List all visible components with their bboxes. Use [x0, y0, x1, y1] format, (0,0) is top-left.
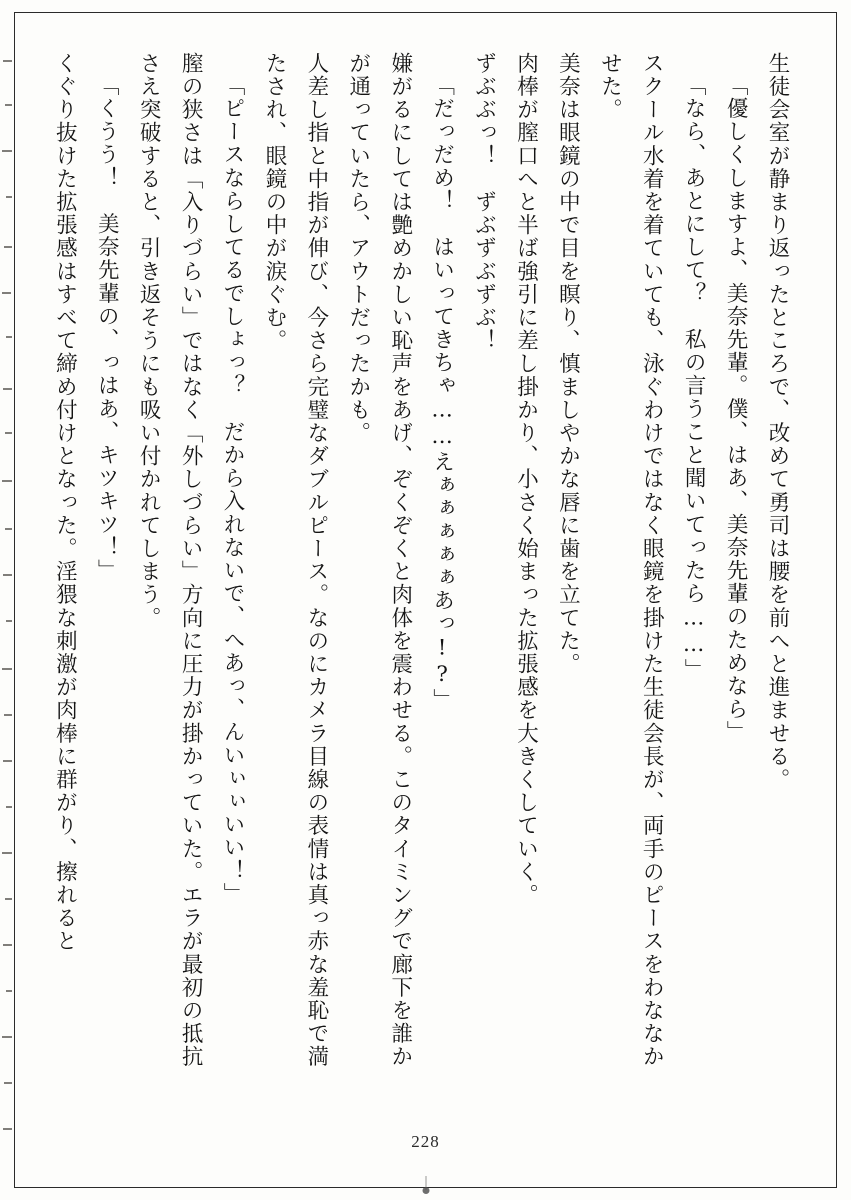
- paragraph: ずぶぶっ！ ずぶずぶずぶ！: [471, 52, 497, 353]
- page-text-body: [36, 52, 798, 1082]
- paragraph: 「ピースならしてるでしょっ？ だから入れないで、へあっ、んいぃぃいい！」: [220, 73, 246, 906]
- paragraph: スクール水着を着ていても、泳ぐわけではなく眼鏡を掛けた生徒会長が、両手のピースをわななかせた。: [597, 52, 665, 1069]
- paragraph: 「だっだめ！ はいってきちゃ……えぁぁぁぁぁあっ!?」: [429, 73, 455, 712]
- paragraph: 「くうう！ 美奈先輩の、っはあ、キツキツ！」: [94, 73, 120, 582]
- paragraph: 肉棒が膣口へと半ば強引に差し掛かり、小さく始まった拡張感を大きくしていく。: [513, 52, 539, 907]
- paragraph: 「優しくしますよ、美奈先輩。僕、はあ、美奈先輩のためなら」: [723, 73, 749, 744]
- paragraph: 美奈は眼鏡の中で目を瞑り、慎ましやかな唇に歯を立てた。: [555, 52, 581, 676]
- paragraph: 嫌がるにしては艶めかしい恥声をあげ、ぞくぞくと肉体を震わせる。このタイミングで廊下を誰かが通っていたら、アウトだったかも。: [345, 52, 413, 1069]
- paragraph: 生徒会室が静まり返ったところで、改めて勇司は腰を前へと進ませる。: [765, 52, 790, 792]
- binding-edge-texture: [0, 0, 16, 1200]
- paragraph: 膣の狭さは「入りづらい」ではなく「外しづらい」方向に圧力が掛かっていた。エラが最初の抵抗さえ突破すると、引き返そうにも吸い付かれてしまう。: [136, 52, 204, 1069]
- page-number: 228: [411, 1132, 440, 1151]
- paragraph: 「なら、あとにして？ 私の言うこと聞いてったら……」: [681, 73, 707, 682]
- paragraph: 人差し指と中指が伸び、今さら完璧なダブルピース。なのにカメラ目線の表情は真っ赤な羞恥で満たされ、眼鏡の中が涙ぐむ。: [261, 52, 329, 1069]
- paragraph: くぐり抜けた拡張感はすべて締め付けとなった。淫猥な刺激が肉棒に群がり、擦れると: [52, 52, 78, 953]
- spine-mark-dot: [422, 1187, 429, 1194]
